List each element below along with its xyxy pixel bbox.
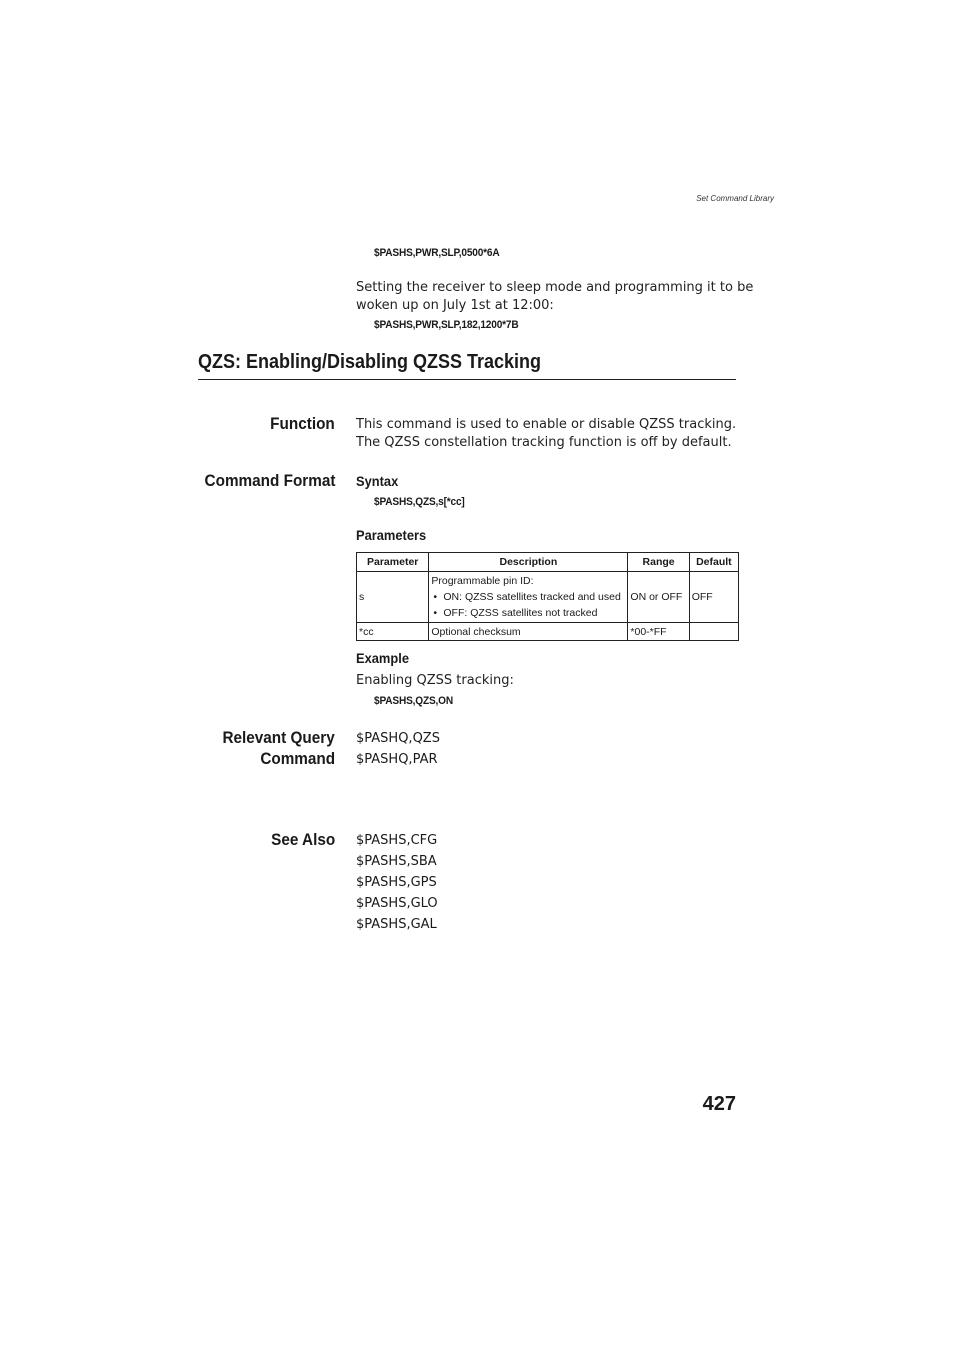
table-row bbox=[357, 572, 739, 623]
example-description: Enabling QZSS tracking: bbox=[356, 673, 514, 688]
example-heading-text: Example bbox=[356, 650, 409, 666]
see-also-label-text: See Also bbox=[270, 830, 335, 849]
list-item: $PASHS,CFG bbox=[356, 833, 438, 848]
relevant-query-label-line: Relevant Query bbox=[222, 728, 335, 747]
header-default: Default bbox=[689, 553, 738, 572]
function-label bbox=[263, 413, 335, 434]
cell-description: Optional checksum bbox=[429, 623, 628, 641]
previous-example-code-2: $PASHS,PWR,SLP,182,1200*7B bbox=[374, 319, 519, 331]
example-code: $PASHS,QZS,ON bbox=[374, 695, 453, 707]
description-title: Programmable pin ID: bbox=[431, 575, 534, 587]
function-description bbox=[356, 416, 756, 452]
see-also-label bbox=[264, 829, 335, 850]
previous-example-code-1: $PASHS,PWR,SLP,0500*6A bbox=[374, 247, 500, 259]
running-header: Set Command Library bbox=[696, 194, 774, 203]
syntax-code: $PASHS,QZS,s[*cc] bbox=[374, 496, 465, 508]
example-heading bbox=[356, 650, 414, 666]
syntax-heading bbox=[356, 473, 402, 489]
list-item: $PASHS,GLO bbox=[356, 896, 438, 911]
function-line: The QZSS constellation tracking function is off by default. bbox=[356, 435, 732, 450]
header-range: Range bbox=[628, 553, 689, 572]
command-format-label-text: Command Format bbox=[204, 471, 335, 490]
header-parameter: Parameter bbox=[357, 553, 429, 572]
function-line: This command is used to enable or disable QZSS tracking. bbox=[356, 417, 737, 432]
table-row bbox=[357, 623, 739, 641]
relevant-query-label bbox=[210, 727, 335, 769]
function-label-text: Function bbox=[270, 414, 335, 433]
list-item: $PASHQ,QZS bbox=[356, 731, 440, 746]
section-title bbox=[198, 351, 736, 380]
cell-description bbox=[429, 572, 628, 623]
description-bullet: • OFF: QZSS satellites not tracked bbox=[431, 605, 625, 621]
parameters-table bbox=[356, 552, 739, 641]
list-item: $PASHS,GPS bbox=[356, 875, 437, 890]
list-item: $PASHS,GAL bbox=[356, 917, 437, 932]
table-header-row bbox=[357, 553, 739, 572]
page-number: 427 bbox=[702, 1093, 736, 1115]
cell-range: ON or OFF bbox=[628, 572, 689, 623]
section-title-text: QZS: Enabling/Disabling QZSS Tracking bbox=[198, 351, 542, 373]
cell-default bbox=[689, 623, 738, 641]
description-bullet: • ON: QZSS satellites tracked and used bbox=[431, 589, 625, 605]
relevant-query-list bbox=[356, 728, 440, 770]
parameters-heading-text: Parameters bbox=[356, 527, 427, 543]
list-item: $PASHQ,PAR bbox=[356, 752, 438, 767]
previous-example-description-line: Setting the receiver to sleep mode and programming it to be bbox=[356, 280, 754, 295]
cell-default: OFF bbox=[689, 572, 738, 623]
command-format-label bbox=[190, 470, 335, 491]
list-item: $PASHS,SBA bbox=[356, 854, 437, 869]
cell-parameter: *cc bbox=[357, 623, 429, 641]
see-also-list bbox=[356, 830, 438, 935]
header-description: Description bbox=[429, 553, 628, 572]
previous-example-description bbox=[356, 279, 756, 315]
relevant-query-label-line: Command bbox=[260, 749, 335, 768]
parameters-heading bbox=[356, 527, 432, 543]
syntax-heading-text: Syntax bbox=[356, 473, 399, 489]
cell-parameter: s bbox=[357, 572, 429, 623]
cell-range: *00-*FF bbox=[628, 623, 689, 641]
previous-example-description-line: woken up on July 1st at 12:00: bbox=[356, 298, 554, 313]
